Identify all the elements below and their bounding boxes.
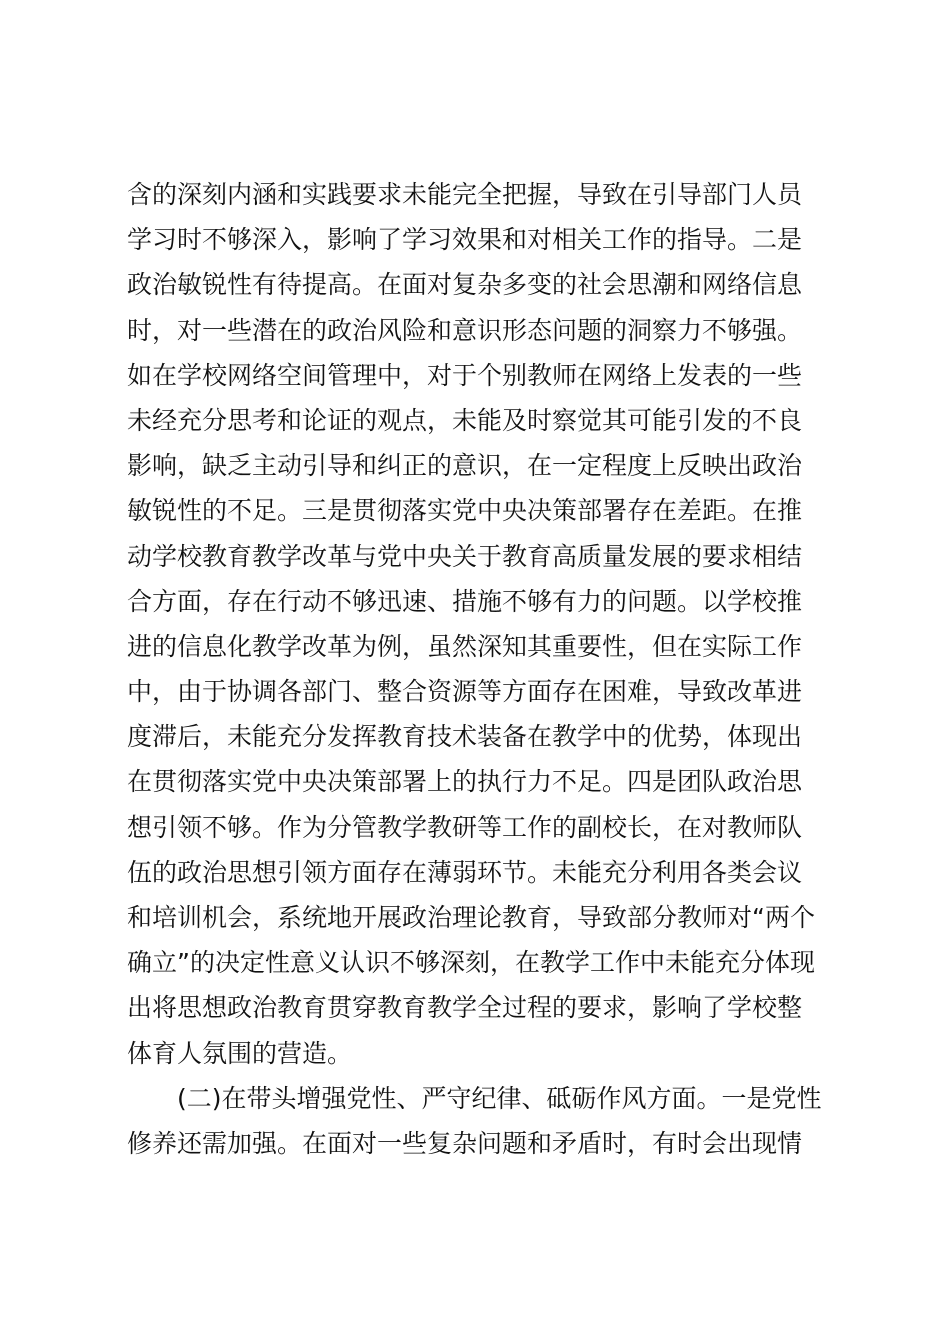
- paragraph-2: [127, 1076, 847, 1166]
- paragraph-1: [127, 172, 847, 1076]
- text-line: 度滞后，未能充分发挥教育技术装备在教学中的优势，体现出: [127, 722, 803, 752]
- text-line: 在贯彻落实党中央决策部署上的执行力不足。四是团队政治思: [127, 767, 803, 797]
- document-body: [127, 172, 847, 1166]
- text-line: 确立”的决定性意义认识不够深刻，在教学工作中未能充分体现: [127, 948, 815, 978]
- text-line: 政治敏锐性有待提高。在面对复杂多变的社会思潮和网络信息: [127, 270, 803, 300]
- text-line: 未经充分思考和论证的观点，未能及时察觉其可能引发的不良: [127, 405, 803, 435]
- text-line: 修养还需加强。在面对一些复杂问题和矛盾时，有时会出现情: [127, 1128, 803, 1158]
- text-line: 含的深刻内涵和实践要求未能完全把握，导致在引导部门人员: [127, 180, 803, 209]
- text-line: 体育人氛围的营造。: [127, 1038, 353, 1068]
- text-line: 伍的政治思想引领方面存在薄弱环节。未能充分利用各类会议: [127, 857, 803, 887]
- text-line: 学习时不够深入，影响了学习效果和对相关工作的指导。二是: [127, 225, 803, 255]
- text-line: (二)在带头增强党性、严守纪律、砥砺作风方面。一是党性: [177, 1083, 822, 1113]
- text-line: 进的信息化教学改革为例，虽然深知其重要性，但在实际工作: [127, 631, 803, 661]
- text-line: 和培训机会，系统地开展政治理论教育，导致部分教师对“两个: [127, 903, 815, 932]
- text-line: 合方面，存在行动不够迅速、措施不够有力的问题。以学校推: [127, 586, 803, 616]
- text-line: 想引领不够。作为分管教学教研等工作的副校长，在对教师队: [127, 812, 803, 842]
- text-line: 动学校教育教学改革与党中央关于教育高质量发展的要求相结: [127, 541, 803, 571]
- text-line: 中，由于协调各部门、整合资源等方面存在困难，导致改革进: [127, 677, 803, 707]
- text-line: 如在学校网络空间管理中，对于个别教师在网络上发表的一些: [127, 360, 803, 390]
- text-line: 敏锐性的不足。三是贯彻落实党中央决策部署存在差距。在推: [127, 496, 803, 526]
- text-line: 时，对一些潜在的政治风险和意识形态问题的洞察力不够强。: [127, 315, 803, 345]
- text-line: 出将思想政治教育贯穿教育教学全过程的要求，影响了学校整: [127, 993, 803, 1023]
- text-line: 影响，缺乏主动引导和纠正的意识，在一定程度上反映出政治: [127, 451, 803, 481]
